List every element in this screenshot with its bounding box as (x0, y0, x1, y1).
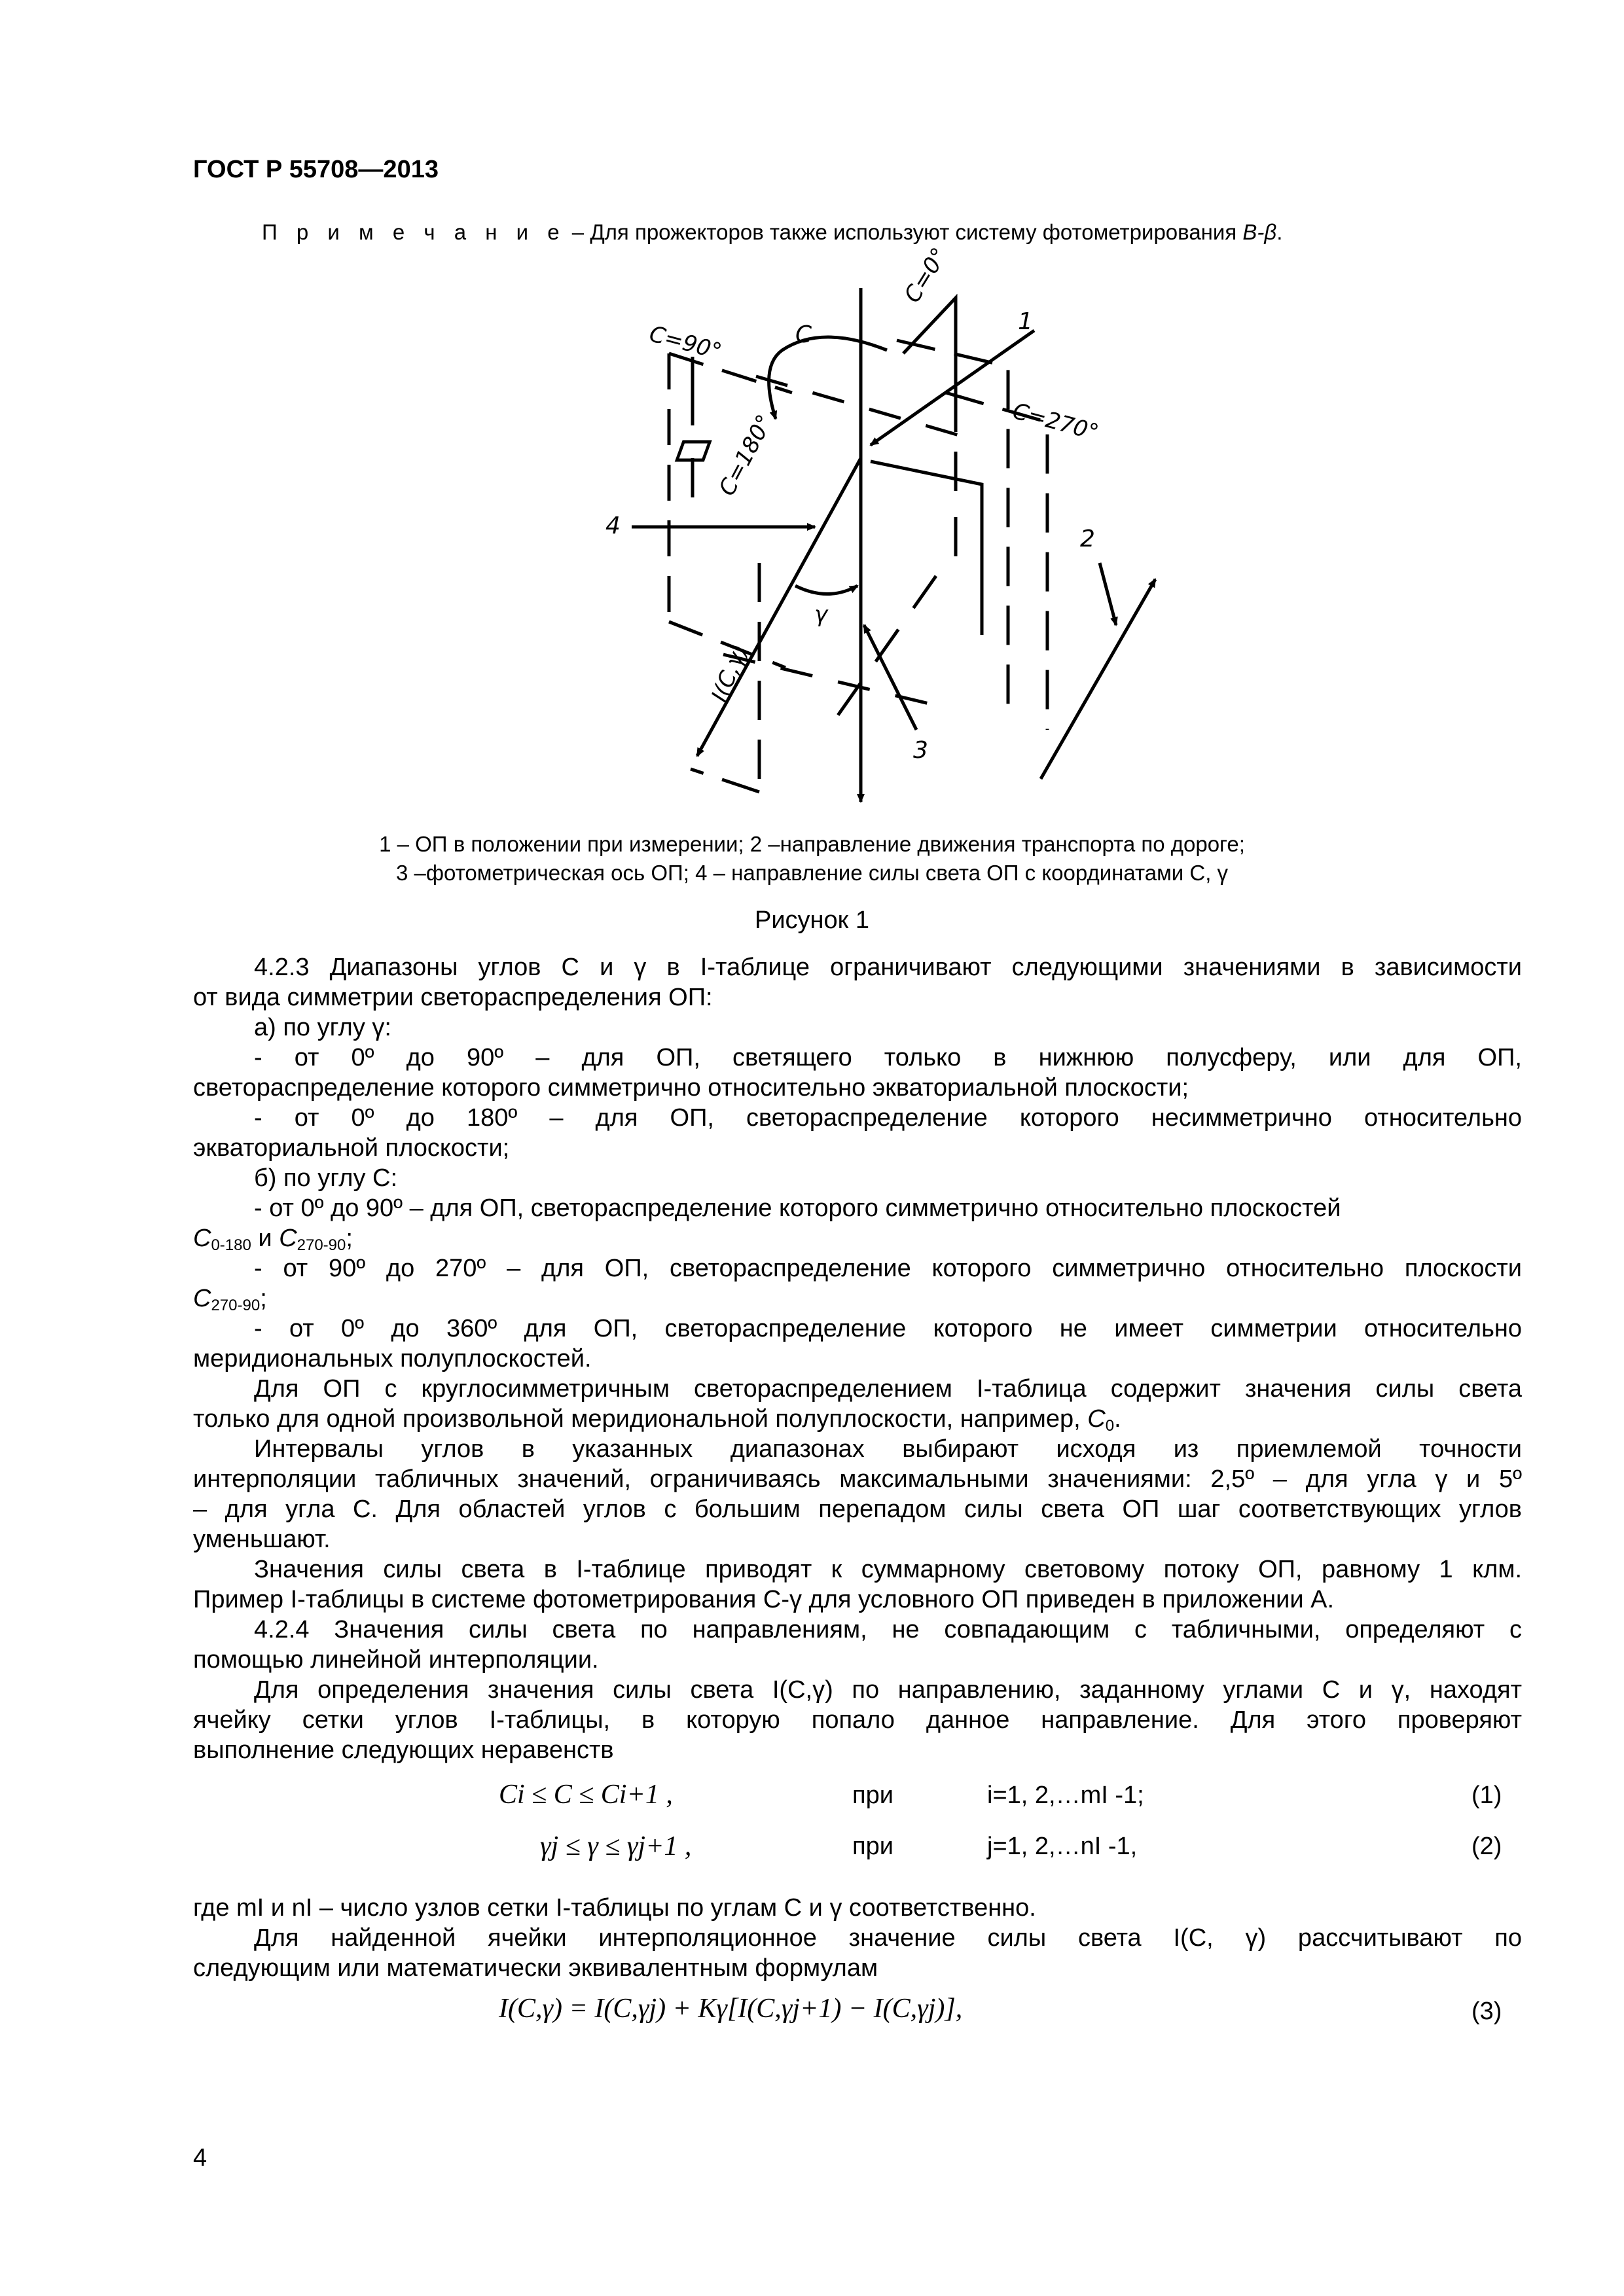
para-line: интерполяции табличных значений, ограничиваясь максимальными значениями: 2,5º – для угла γ и 5º (193, 1465, 1522, 1493)
para-line: следующим или математически эквивалентным формулам (193, 1954, 878, 1982)
para-line: уменьшают. (193, 1526, 331, 1553)
para-line: ячейку сетки углов I-таблицы, в которую попало данное направление. Для этого проверяют (193, 1706, 1522, 1734)
note-end: . (1276, 220, 1283, 244)
para-line: светораспределение которого симметрично относительно экваториальной плоскости; (193, 1074, 1189, 1102)
para-line: Интервалы углов в указанных диапазонах выбирают исходя из приемлемой точности (254, 1435, 1522, 1463)
para-line: а) по углу γ: (254, 1014, 391, 1041)
para-line: Для определения значения силы света I(C,γ) по направлению, заданному углами C и γ, находят (254, 1676, 1522, 1704)
label-c90: C=90° (646, 321, 725, 365)
c-symbol: C (193, 1285, 211, 1312)
equation-2: γj ≤ γ ≤ γj+1 , (540, 1831, 692, 1861)
label-c270: C=270° (1009, 398, 1102, 446)
text: и (251, 1225, 280, 1252)
para-line: помощью линейной интерполяции. (193, 1646, 599, 1674)
para-line: - от 0º до 360º для ОП, светораспределение которого не имеет симметрии относительно (254, 1315, 1522, 1342)
para-line: - от 90º до 270º – для ОП, светораспределение которого симметрично относительно плоскости (254, 1255, 1522, 1282)
figure-caption-line-1: 1 – ОП в положении при измерении; 2 –направление движения транспорта по дороге; (379, 832, 1245, 856)
plane-c270-inner (897, 340, 1008, 720)
label-3: 3 (913, 737, 928, 764)
equation-3-number: (3) (1471, 1998, 1502, 2025)
para-line: Для найденной ячейки интерполяционное значение силы света I(C, γ) рассчитывают по (254, 1924, 1522, 1952)
equation-1-number: (1) (1471, 1782, 1502, 1809)
para-line: Значения силы света в I-таблице приводят к суммарному световому потоку ОП, равному 1 клм. (254, 1556, 1522, 1583)
plane-c0-lower (835, 452, 956, 720)
para-line: - от 0º до 90º – для ОП, светящего только в нижнюю полусферу, или для ОП, (254, 1044, 1522, 1071)
subscript: 0-180 (211, 1236, 251, 1254)
document-header: ГОСТ Р 55708—2013 (193, 156, 439, 183)
subscript: 270-90 (297, 1236, 346, 1254)
text: только для одной произвольной меридиональной полуплоскости, например, (193, 1405, 1088, 1433)
c-angle-arc (769, 337, 887, 419)
equation-3: I(C,γ) = I(C,γj) + Kγ[I(C,γj+1) − I(C,γj)], (499, 1994, 963, 2024)
figure-1-diagram (0, 0, 1624, 838)
para-line: Для ОП с круглосимметричным светораспределением I-таблица содержит значения силы света (254, 1375, 1522, 1403)
note-text: – Для прожекторов также используют систему фотометрирования (566, 220, 1243, 244)
c-symbol: C (279, 1225, 297, 1252)
text: . (1114, 1405, 1121, 1433)
c-symbol: C (193, 1225, 211, 1252)
label-icg: I(C,γ) (706, 640, 753, 706)
label-1: 1 (1018, 308, 1033, 335)
equation-1-condition: при (852, 1782, 893, 1809)
label-c180: C=180° (713, 410, 778, 501)
text: ; (346, 1225, 353, 1252)
para-line: - от 0º до 180º – для ОП, светораспределение которого несимметрично относительно (254, 1104, 1522, 1132)
subscript: 0 (1105, 1417, 1115, 1435)
para-line: выполнение следующих неравенств (193, 1736, 614, 1764)
label-c0: C=0° (899, 243, 953, 308)
equation-2-number: (2) (1471, 1833, 1502, 1860)
para-line: б) по углу C: (254, 1164, 398, 1192)
c-symbol: C (1087, 1405, 1106, 1433)
para-line: от вида симметрии светораспределения ОП: (193, 984, 713, 1011)
equation-1: Ci ≤ C ≤ Ci+1 , (499, 1780, 673, 1810)
equation-2-range: j=1, 2,…nI -1, (987, 1833, 1138, 1860)
luminaire (677, 442, 710, 460)
note-italic: B-β (1242, 220, 1277, 244)
para-line: 4.2.4 Значения силы света по направлениям, не совпадающим с табличными, определяют с (254, 1616, 1522, 1643)
note-label: П р и м е ч а н и е (262, 220, 566, 244)
equation-2-condition: при (852, 1833, 893, 1860)
page-number: 4 (193, 2144, 208, 2172)
leader-2 (1100, 563, 1116, 625)
equation-1-range: i=1, 2,…mI -1; (987, 1782, 1144, 1809)
text: ; (260, 1285, 267, 1312)
plane-c0 (903, 298, 956, 432)
road-arrow (1041, 579, 1155, 779)
figure-caption-line-2: 3 –фотометрическая ось ОП; 4 – направление силы света ОП с координатами C, γ (395, 861, 1229, 885)
subscript: 270-90 (211, 1297, 261, 1314)
plane-c90 (669, 353, 792, 668)
para-line: где mI и nI – число узлов сетки I-таблицы по углам C и γ соответственно. (193, 1894, 1036, 1922)
intensity-vector (697, 458, 861, 756)
para-line: 4.2.3 Диапазоны углов C и γ в I-таблице ограничивают следующими значениями в зависимости (254, 954, 1522, 981)
label-2: 2 (1080, 526, 1095, 552)
label-gamma: γ (814, 601, 828, 628)
para-line: – для угла C. Для областей углов с большим перепадом силы света ОП шаг соответствующих углов (193, 1496, 1522, 1523)
plane-c270 (946, 393, 1047, 730)
para-line: Пример I-таблицы в системе фотометрирования C-γ для условного ОП приведен в приложении А. (193, 1586, 1335, 1613)
label-c: C (795, 321, 812, 348)
figure-title: Рисунок 1 (754, 906, 869, 934)
para-line: меридиональных полуплоскостей. (193, 1345, 592, 1372)
para-line: - от 0º до 90º – для ОП, светораспределение которого симметрично относительно плоскостей (254, 1194, 1341, 1222)
para-line: экваториальной плоскости; (193, 1134, 510, 1162)
gamma-angle-arc (795, 586, 857, 594)
label-4: 4 (605, 512, 621, 539)
